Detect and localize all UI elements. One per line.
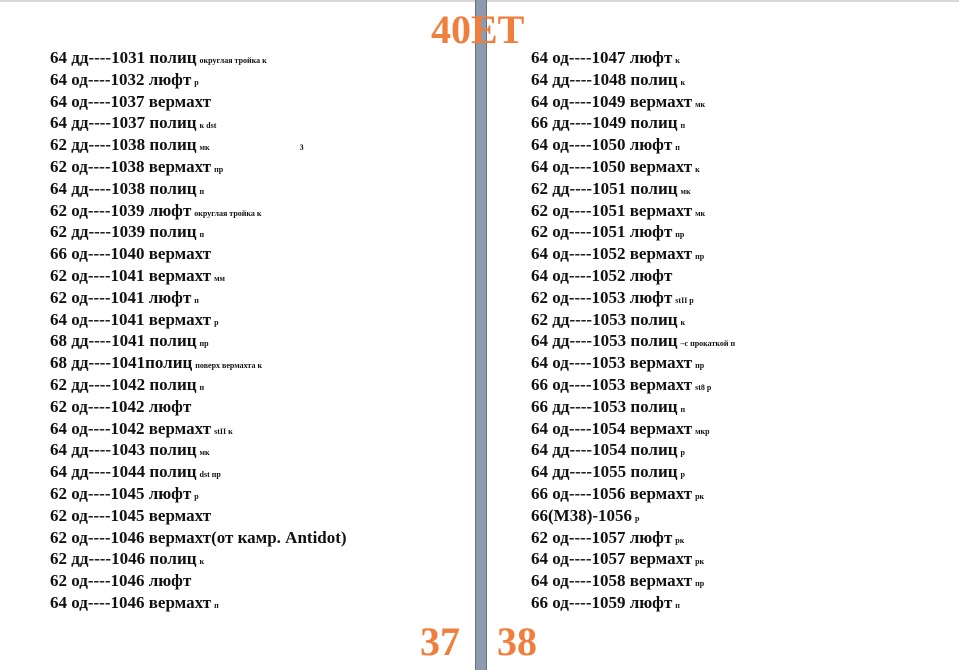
- entry-text: 62 од----1042 люфт: [50, 396, 192, 416]
- list-item: [50, 156, 347, 178]
- list-item: [531, 69, 735, 91]
- entry-text: 68 дд----1041полиц: [50, 353, 193, 373]
- list-item: [531, 483, 735, 505]
- list-item: [50, 309, 347, 331]
- entry-text: 64 дд----1048 полиц: [531, 69, 678, 89]
- list-item: [531, 47, 735, 69]
- entry-text: 64 од----1042 вермахт: [50, 418, 212, 438]
- entry-note: поверх вермахта к: [195, 361, 263, 371]
- list-item: [50, 483, 347, 505]
- entry-note: st8 р: [695, 382, 712, 392]
- left-page-list: [50, 47, 347, 614]
- entry-text: 64 од----1057 вермахт: [531, 549, 693, 569]
- entry-note: –с прокаткой п: [680, 339, 736, 349]
- entry-text: 62 дд----1053 полиц: [531, 309, 678, 329]
- list-item: [50, 243, 347, 265]
- entry-text: 64 од----1046 вермахт: [50, 592, 212, 612]
- entry-note: рк: [695, 491, 705, 501]
- list-item: [50, 548, 347, 570]
- entry-note: к dst: [199, 121, 217, 131]
- entry-text: 64 од----1041 вермахт: [50, 309, 212, 329]
- entry-note: мк: [680, 186, 691, 196]
- list-item: [50, 221, 347, 243]
- list-item: [531, 243, 735, 265]
- entry-note: пр: [214, 164, 224, 174]
- list-item: [50, 330, 347, 352]
- entry-text: 64 од----1052 люфт: [531, 265, 673, 285]
- entry-note: dst пр: [199, 470, 221, 480]
- list-item: [50, 505, 347, 527]
- entry-text: 64 дд----1043 полиц: [50, 440, 197, 460]
- entry-text: 64 дд----1037 полиц: [50, 113, 197, 133]
- list-item: [531, 200, 735, 222]
- entry-note: мкр: [695, 426, 710, 436]
- entry-text: 64 од----1052 вермахт: [531, 244, 693, 264]
- entry-note: пр: [695, 252, 705, 262]
- entry-text: 62 дд----1051 полиц: [531, 178, 678, 198]
- entry-text: 64 од----1049 вермахт: [531, 91, 693, 111]
- entry-text: 64 од----1054 вермахт: [531, 418, 693, 438]
- entry-text: 64 од----1053 вермахт: [531, 353, 693, 373]
- entry-note: к: [675, 56, 680, 65]
- entry-note: р: [680, 470, 685, 480]
- entry-note: р: [214, 317, 219, 327]
- entry-text: 62 од----1041 люфт: [50, 287, 192, 307]
- entry-text: 66 дд----1053 полиц: [531, 396, 678, 416]
- entry-text: 64 од----1050 вермахт: [531, 156, 693, 176]
- entry-text: 62 од----1046 люфт: [50, 571, 192, 591]
- entry-note: мм: [214, 273, 225, 283]
- entry-text: 68 дд----1041 полиц: [50, 331, 197, 351]
- entry-text: 64 дд----1054 полиц: [531, 440, 678, 460]
- entry-note: п: [199, 382, 205, 392]
- list-item: [50, 396, 347, 418]
- page-number-left: 37: [420, 619, 460, 664]
- top-rule: [487, 0, 959, 2]
- list-item: [50, 287, 347, 309]
- entry-text: 66 од----1056 вермахт: [531, 483, 693, 503]
- entry-note: мк: [199, 448, 210, 458]
- entry-note: р: [635, 513, 640, 523]
- entry-text: 64 дд----1044 полиц: [50, 462, 197, 482]
- entry-note: округлая тройка к: [194, 208, 262, 218]
- right-page-list: [531, 47, 735, 614]
- list-item: [531, 439, 735, 461]
- entry-text: 62 дд----1038 полиц: [50, 135, 197, 155]
- entry-text: 62 дд----1039 полиц: [50, 222, 197, 242]
- list-item: [50, 439, 347, 461]
- list-item: [531, 178, 735, 200]
- entry-text: 62 дд----1042 полиц: [50, 374, 197, 394]
- list-item: [531, 374, 735, 396]
- entry-text: 64 од----1050 люфт: [531, 135, 673, 155]
- entry-text: 64 од----1058 вермахт: [531, 571, 693, 591]
- entry-note: п: [194, 295, 199, 305]
- page-gutter: [476, 0, 486, 670]
- entry-note: пр: [199, 339, 209, 349]
- entry-text: 64 од----1037 вермахт: [50, 91, 212, 111]
- list-item: [50, 178, 347, 200]
- left-page: [0, 0, 476, 670]
- entry-note: п: [214, 600, 219, 610]
- list-item: [531, 265, 735, 287]
- entry-text: 64 дд----1055 полиц: [531, 462, 678, 482]
- list-item: [531, 91, 735, 113]
- entry-text: 62 од----1039 люфт: [50, 200, 192, 220]
- list-item: [531, 527, 735, 549]
- list-item: [50, 69, 347, 91]
- entry-note: п: [680, 121, 686, 131]
- list-item: [531, 330, 735, 352]
- list-item: [531, 592, 735, 614]
- list-item: [531, 570, 735, 592]
- list-item: [531, 221, 735, 243]
- entry-note: к: [199, 557, 205, 567]
- list-item: [50, 592, 347, 614]
- entry-text: 64 од----1047 люфт: [531, 48, 673, 67]
- list-item: [50, 527, 347, 549]
- entry-text: 66 дд----1049 полиц: [531, 113, 678, 133]
- list-item: [50, 91, 347, 113]
- entry-note: пр: [695, 361, 705, 371]
- list-item: [531, 287, 735, 309]
- entry-note: к: [695, 164, 700, 174]
- entry-text: 64 од----1032 люфт: [50, 69, 192, 89]
- entry-text: 62 од----1038 вермахт: [50, 156, 212, 176]
- top-rule: [0, 0, 475, 2]
- list-item: [50, 265, 347, 287]
- entry-text: 62 од----1057 люфт: [531, 527, 673, 547]
- page-number-right: 38: [497, 619, 537, 664]
- entry-note: stII к: [214, 426, 233, 436]
- list-item: [531, 505, 735, 527]
- entry-text: 62 од----1051 люфт: [531, 222, 673, 242]
- entry-text: 62 дд----1046 полиц: [50, 549, 197, 569]
- list-item: [50, 570, 347, 592]
- entry-mark: 3: [299, 143, 304, 153]
- list-item: [531, 352, 735, 374]
- right-page: [486, 0, 959, 670]
- entry-note: п: [675, 600, 680, 610]
- entry-text: 62 од----1045 люфт: [50, 483, 192, 503]
- list-item: [50, 134, 347, 156]
- entry-note: рк: [675, 535, 685, 545]
- entry-note: рк: [695, 557, 705, 567]
- list-item: [50, 112, 347, 134]
- entry-note: р: [680, 448, 685, 458]
- entry-text: 66(M38)-1056: [531, 505, 633, 525]
- entry-text: 62 од----1053 люфт: [531, 287, 673, 307]
- list-item: [50, 352, 347, 374]
- entry-note: к: [680, 317, 686, 327]
- entry-text: 62 од----1045 вермахт: [50, 505, 212, 525]
- entry-note: п: [199, 230, 205, 240]
- entry-text: 64 дд----1053 полиц: [531, 331, 678, 351]
- entry-note: мк: [199, 143, 210, 153]
- entry-note: мк: [695, 99, 706, 109]
- list-item: [50, 47, 347, 69]
- list-item: [531, 309, 735, 331]
- list-item: [50, 374, 347, 396]
- list-item: [50, 461, 347, 483]
- entry-note: р: [194, 491, 199, 501]
- entry-note: stII р: [675, 295, 694, 305]
- list-item: [531, 418, 735, 440]
- entry-note: пр: [695, 579, 705, 589]
- list-item: [531, 134, 735, 156]
- entry-text: 66 од----1053 вермахт: [531, 374, 693, 394]
- list-item: [531, 396, 735, 418]
- entry-text: 64 дд----1038 полиц: [50, 178, 197, 198]
- list-item: [531, 156, 735, 178]
- entry-text: 66 од----1059 люфт: [531, 592, 673, 612]
- list-item: [50, 200, 347, 222]
- entry-note: п: [680, 404, 686, 414]
- entry-note: п: [199, 186, 205, 196]
- entry-note: округлая тройка к: [199, 56, 267, 65]
- entry-text: 62 од----1051 вермахт: [531, 200, 693, 220]
- entry-note: мк: [695, 208, 706, 218]
- entry-text: 62 од----1046 вермахт(от камр. Antidot): [50, 527, 347, 547]
- list-item: [50, 418, 347, 440]
- entry-note: пр: [675, 230, 685, 240]
- list-item: [531, 112, 735, 134]
- entry-text: 64 дд----1031 полиц: [50, 48, 197, 67]
- list-item: [531, 548, 735, 570]
- entry-text: 62 од----1041 вермахт: [50, 265, 212, 285]
- entry-note: п: [675, 143, 680, 153]
- list-item: [531, 461, 735, 483]
- entry-note: р: [194, 77, 199, 87]
- entry-note: к: [680, 77, 686, 87]
- entry-text: 66 од----1040 вермахт: [50, 244, 212, 264]
- document-title: 40ET: [431, 7, 525, 52]
